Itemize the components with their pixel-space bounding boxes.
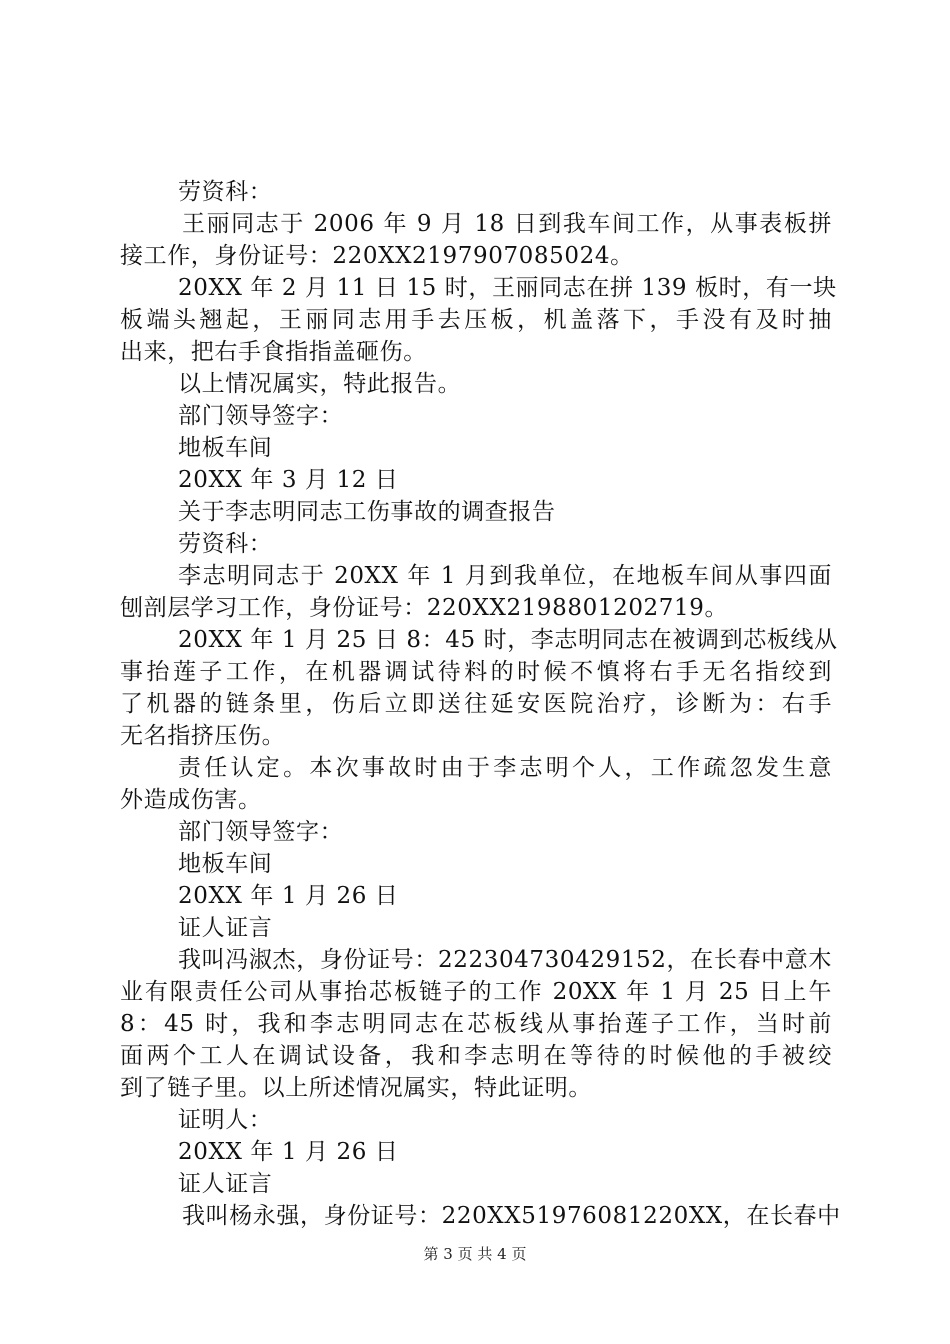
text-line: 到了链子里。以上所述情况属实，特此证明。	[120, 1075, 592, 1101]
text-line: 责任认定。本次事故时由于李志明个人，工作疏忽发生意	[178, 755, 832, 781]
text-line: 20XX 年 1 月 26 日	[178, 883, 399, 909]
text-line: 8：45 时，我和李志明同志在芯板线从事抬莲子工作，当时前	[120, 1011, 832, 1037]
text-line: 证明人：	[178, 1107, 273, 1133]
text-line: 出来，把右手食指指盖砸伤。	[120, 339, 427, 365]
text-line: 地板车间	[178, 435, 273, 461]
text-line: 了机器的链条里，伤后立即送往延安医院治疗，诊断为：右手	[120, 691, 832, 717]
text-line: 20XX 年 1 月 25 日 8：45 时，李志明同志在被调到芯板线从	[178, 627, 838, 653]
text-line: 20XX 年 1 月 26 日	[178, 1139, 399, 1165]
text-line: 部门领导签字：	[178, 403, 344, 429]
text-line: 无名指挤压伤。	[120, 723, 286, 749]
text-line: 李志明同志于 20XX 年 1 月到我单位，在地板车间从事四面	[178, 563, 832, 589]
text-line: 我叫冯淑杰，身份证号：222304730429152，在长春中意木	[178, 947, 832, 973]
text-line: 我叫杨永强，身份证号：220XX51976081220XX，在长春中	[182, 1203, 841, 1229]
text-line: 20XX 年 3 月 12 日	[178, 467, 399, 493]
text-line: 劳资科：	[178, 531, 273, 557]
text-line: 王丽同志于 2006 年 9 月 18 日到我车间工作，从事表板拼	[182, 211, 832, 237]
text-line: 劳资科：	[178, 179, 273, 205]
text-line: 业有限责任公司从事抬芯板链子的工作 20XX 年 1 月 25 日上午	[120, 979, 832, 1005]
text-line: 外造成伤害。	[120, 787, 262, 813]
text-line: 20XX 年 2 月 11 日 15 时，王丽同志在拼 139 板时，有一块	[178, 275, 837, 301]
report-title: 关于李志明同志工伤事故的调查报告	[178, 499, 556, 525]
text-line: 板端头翘起，王丽同志用手去压板，机盖落下，手没有及时抽	[120, 307, 832, 333]
page-footer: 第 3 页 共 4 页	[423, 1245, 527, 1263]
document-body	[120, 176, 841, 1232]
text-line: 刨剖层学习工作，身份证号：220XX2198801202719。	[120, 595, 729, 621]
section-heading: 证人证言	[178, 1171, 273, 1197]
text-line: 接工作，身份证号：220XX2197907085024。	[120, 243, 634, 269]
text-line: 地板车间	[178, 851, 273, 877]
section-heading: 证人证言	[178, 915, 273, 941]
text-line: 以上情况属实，特此报告。	[178, 371, 462, 397]
text-line: 面两个工人在调试设备，我和李志明在等待的时候他的手被绞	[120, 1043, 832, 1069]
text-line: 部门领导签字：	[178, 819, 344, 845]
text-line: 事抬莲子工作，在机器调试待料的时候不慎将右手无名指绞到	[120, 659, 832, 685]
